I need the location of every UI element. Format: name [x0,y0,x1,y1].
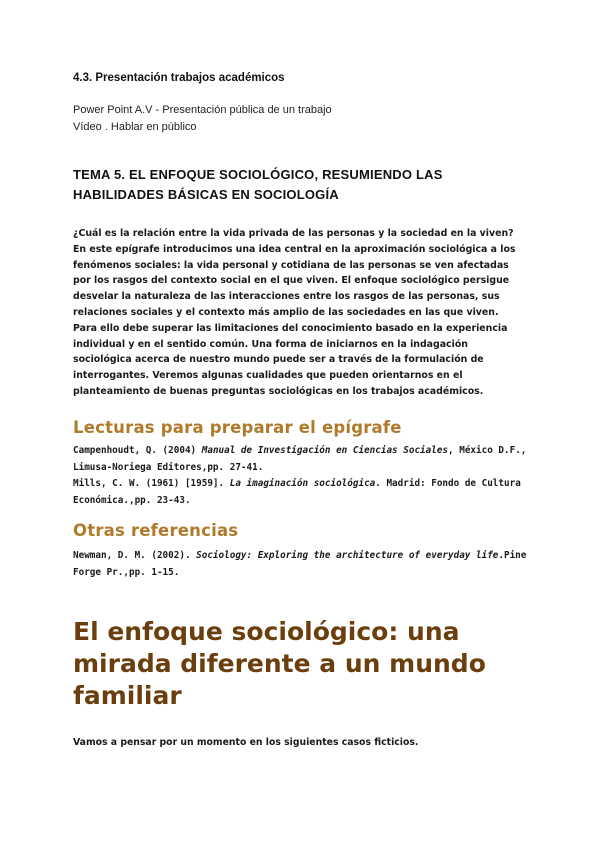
tema-heading-line2: HABILIDADES BÁSICAS EN SOCIOLOGÍA [73,187,339,202]
intro-line: individual y en el sentido común. Una forma de iniciarnos en la indagación [73,338,468,350]
section-line-powerpoint: Power Point A.V - Presentación pública de un trabajo [73,104,332,116]
main-title [73,616,533,712]
section-line-video: Vídeo . Hablar en público [73,121,197,133]
reference-title: Sociology: Exploring the architecture of everyday life [196,550,499,561]
reference-author: Newman, D. M. (2002). [73,550,197,561]
tema-heading [73,165,533,205]
intro-line: desvelar la naturaleza de las interacciones entre los rasgos de las personas, sus [73,291,500,303]
main-title-line: familiar [73,681,182,710]
tema-heading-line1: TEMA 5. EL ENFOQUE SOCIOLÓGICO, RESUMIENDO LAS [73,167,443,182]
reference-title: Manual de Investigación en Ciencias Sociales [201,445,449,456]
reference-newman [73,548,533,581]
intro-line: planteamiento de buenas preguntas sociológicas en los trabajos académicos. [73,385,484,397]
intro-line: interrogantes. Veremos algunas cualidades que pueden orientarnos en el [73,370,463,382]
reference-pages: Limusa-Noriega Editores,pp. 27-41. [73,461,264,473]
reference-publisher: . Madrid: Fondo de Cultura [375,478,521,489]
intro-line: relaciones sociales y el contexto más amplio de las sociedades en las que viven. [73,306,499,318]
reference-publisher: , México D.F., [448,445,527,456]
intro-line: fenómenos sociales: la vida personal y cotidiana de las personas se ven afectadas [73,259,509,271]
reference-pages: Forge Pr.,pp. 1-15. [73,566,180,578]
intro-line: por los rasgos del contexto social en el que viven. El enfoque sociológico persigue [73,275,510,287]
intro-line: Para ello debe superar las limitaciones del conocimiento basado en la experiencia [73,322,508,334]
reference-publisher: .Pine [498,550,527,561]
reference-title: La imaginación sociológica [229,478,376,489]
section-heading: 4.3. Presentación trabajos académicos [73,72,285,84]
lecturas-heading: Lecturas para preparar el epígrafe [73,418,402,437]
closing-sentence: Vamos a pensar por un momento en los siguientes casos ficticios. [73,737,419,748]
intro-line: En este epígrafe introducimos una idea central en la aproximación sociológica a los [73,243,516,255]
reference-author: Mills, C. W. (1961) [1959]. [73,478,230,489]
reference-pages: Económica.,pp. 23-43. [73,494,191,506]
main-title-line: mirada diferente a un mundo [73,649,486,678]
intro-paragraph [73,226,528,400]
reference-author: Campenhoudt, Q. (2004) [73,445,202,456]
main-title-line: El enfoque sociológico: una [73,617,460,646]
reference-campenhoudt [73,443,533,476]
intro-line: ¿Cuál es la relación entre la vida privada de las personas y la sociedad en la viven? [73,228,514,239]
otras-referencias-heading: Otras referencias [73,521,239,540]
reference-mills [73,476,533,509]
intro-line: sociológica acerca de nuestro mundo puede ser a través de la formulación de [73,354,484,366]
